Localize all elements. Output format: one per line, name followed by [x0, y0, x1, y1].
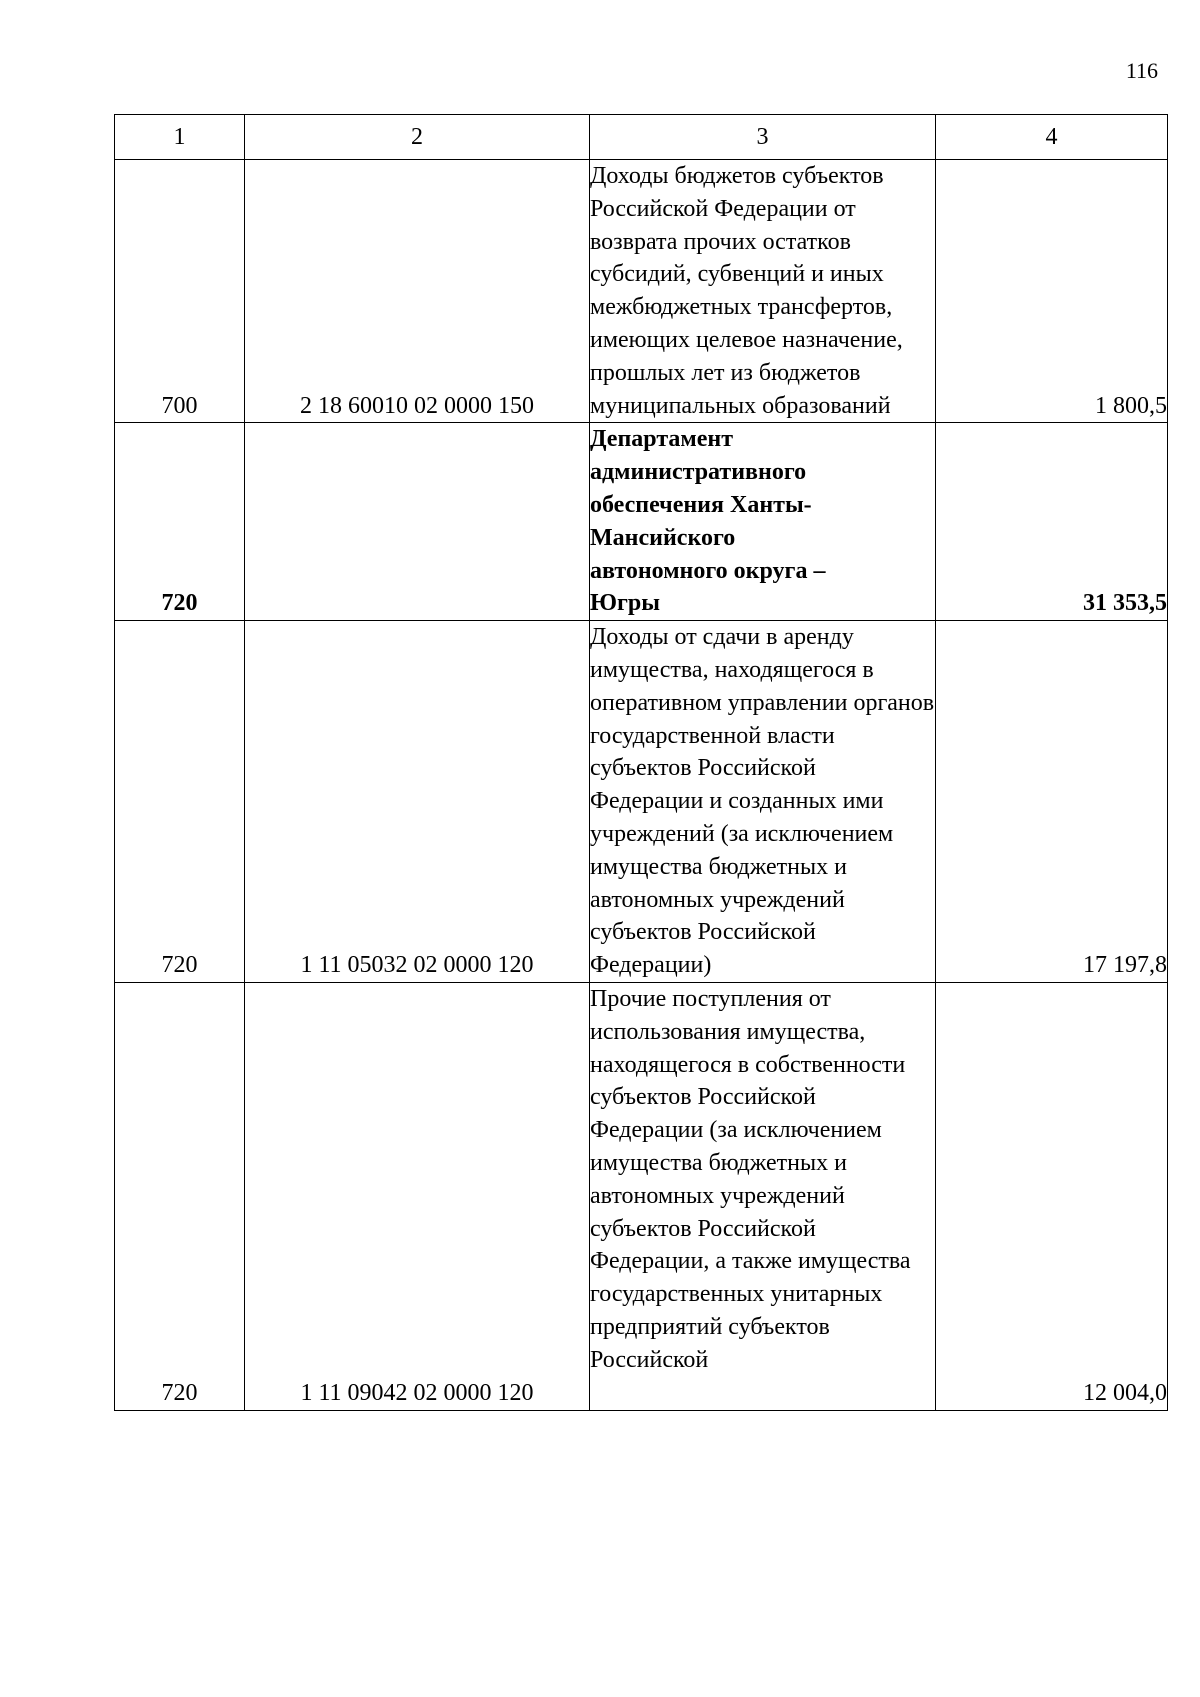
- admin-code-cell: 720: [115, 423, 245, 621]
- kbk-code-cell: 2 18 60010 02 0000 150: [245, 160, 590, 423]
- column-header-3: 3: [590, 115, 936, 160]
- table-row-department: [115, 423, 1168, 621]
- amount-cell: 31 353,5: [936, 423, 1168, 621]
- amount-cell: 12 004,0: [936, 982, 1168, 1410]
- kbk-code-cell: [245, 423, 590, 621]
- amount-cell: 17 197,8: [936, 621, 1168, 983]
- table-row: [115, 982, 1168, 1410]
- revenue-table: [114, 114, 1168, 1411]
- table-row: [115, 621, 1168, 983]
- table-header-row: [115, 115, 1168, 160]
- revenue-name-cell: Доходы от сдачи в аренду имущества, находящегося в оперативном управлении органов государственной власти субъектов Российской Федерации и созданных ими учреждений (за исключением имущества бюджетных и автономных учреждений субъектов Российской Федерации): [590, 621, 936, 983]
- revenue-name-cell: Доходы бюджетов субъектов Российской Федерации от возврата прочих остатков субсидий, субвенций и иных межбюджетных трансфертов, имеющих целевое назначение, прошлых лет из бюджетов муниципальных образований: [590, 160, 936, 423]
- column-header-2: 2: [245, 115, 590, 160]
- admin-code-cell: 700: [115, 160, 245, 423]
- admin-code-cell: 720: [115, 982, 245, 1410]
- revenue-name-text: Прочие поступления от использования имущества, находящегося в собственности субъектов Российской Федерации (за исключением имущества бюджетных и автономных учреждений субъектов Российской Федерации, а также имущества государственных унитарных предприятий субъектов Российской: [590, 985, 911, 1373]
- table-row: [115, 160, 1168, 423]
- column-header-1: 1: [115, 115, 245, 160]
- kbk-code-cell: 1 11 09042 02 0000 120: [245, 982, 590, 1410]
- column-header-4: 4: [936, 115, 1168, 160]
- page-number: 116: [1125, 58, 1158, 83]
- amount-cell: 1 800,5: [936, 160, 1168, 423]
- admin-code-cell: 720: [115, 621, 245, 983]
- revenue-name-cell: [590, 982, 936, 1410]
- department-name-cell: Департамент административного обеспечения Ханты- Мансийского автономного округа – Югры: [590, 423, 936, 621]
- kbk-code-cell: 1 11 05032 02 0000 120: [245, 621, 590, 983]
